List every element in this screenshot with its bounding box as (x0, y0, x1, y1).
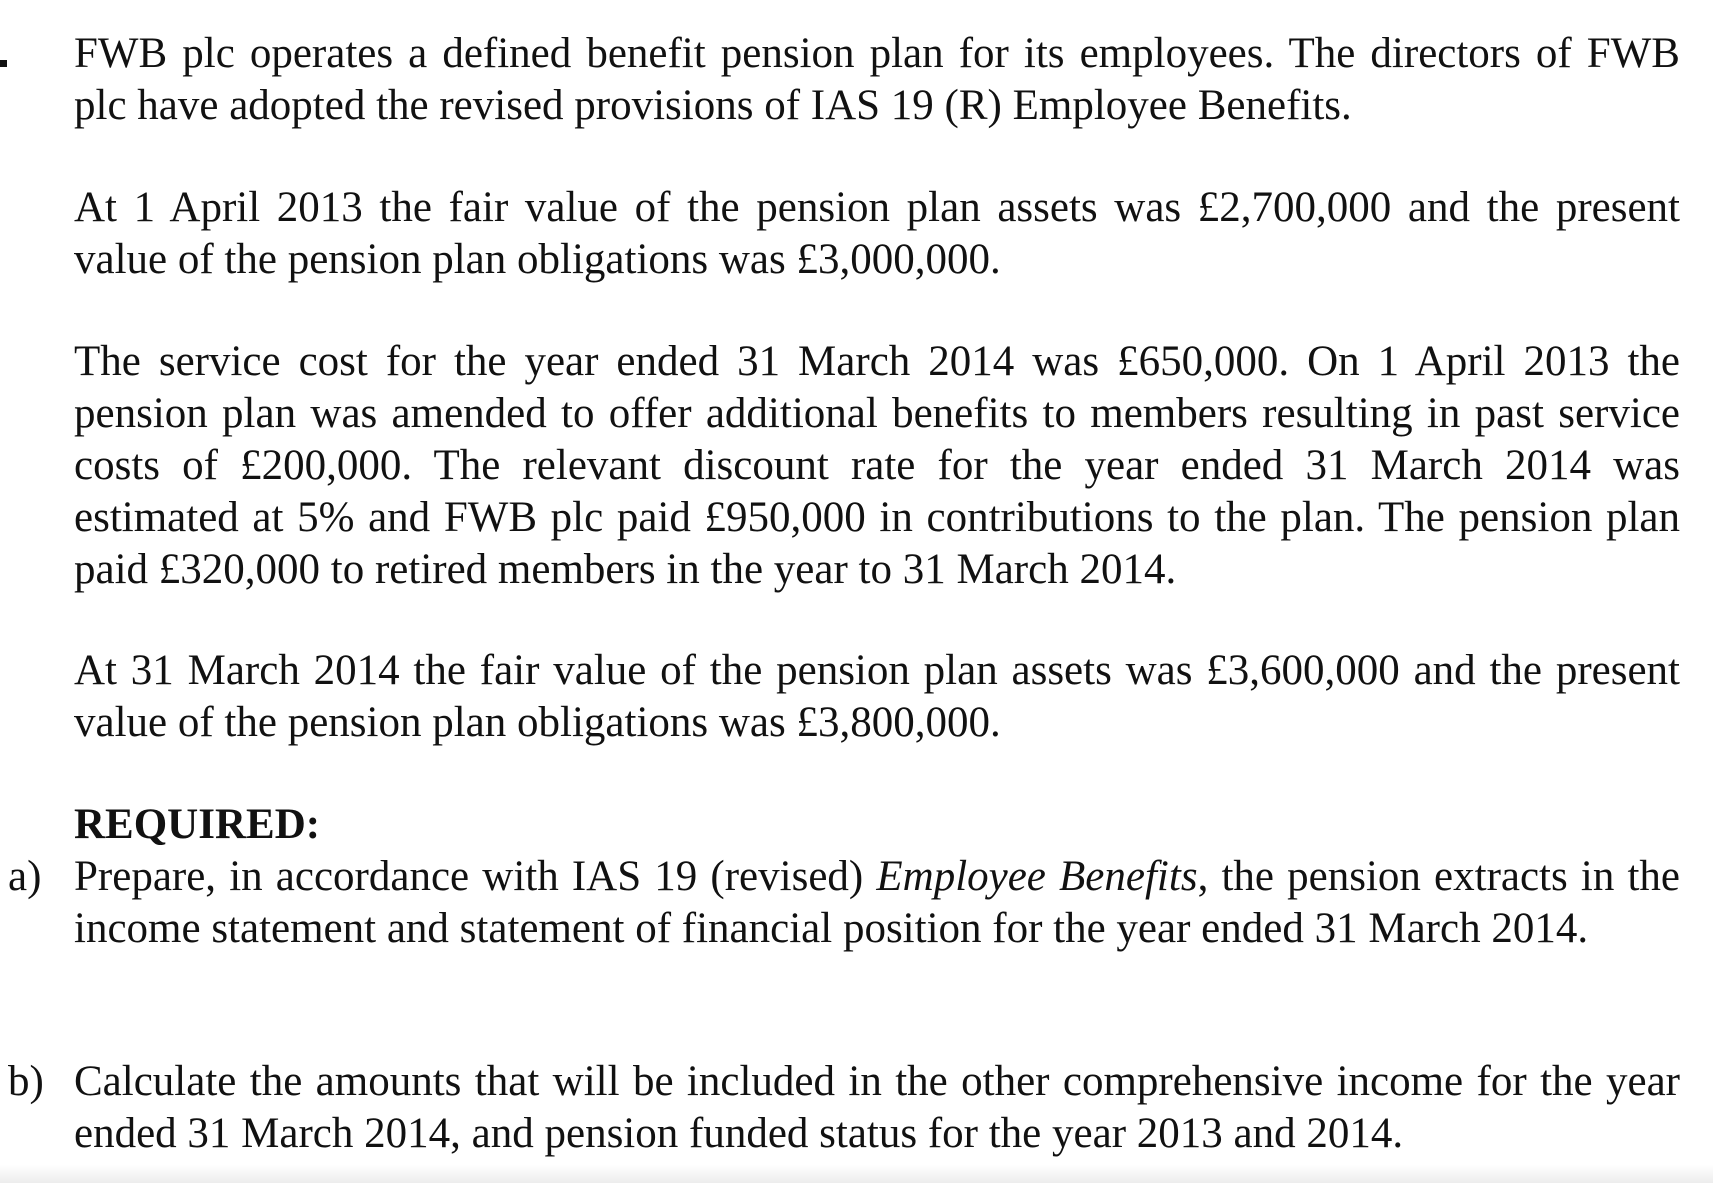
question-a-italic-title: Employee Benefits (876, 853, 1198, 900)
page-bottom-shadow (0, 1165, 1713, 1183)
question-b: Calculate the amounts that will be included in the other comprehensive income for the year ended 31 March 2014, and pension funded status for the year 2013 and 2014. (74, 1058, 1680, 1157)
question-a (74, 851, 1680, 955)
question-a-label: a) (8, 853, 42, 900)
required-heading: REQUIRED: (74, 801, 321, 848)
bullet-marker (0, 60, 7, 67)
question-a-text-after: , the pension extracts in the income statement and statement of financial position for the year ended 31 March 2014. (74, 853, 1680, 952)
year-transactions-paragraph: The service cost for the year ended 31 March 2014 was £650,000. On 1 April 2013 the pension plan was amended to offer additional benefits to members resulting in past service costs of £200,000. The relevant discount rate for the year ended 31 March 2014 was estimated at 5% and FWB plc paid £950,000 in contributions to the plan. The pension plan paid £320,000 to retired members in the year to 31 March 2014. (74, 338, 1680, 593)
opening-balances-paragraph: At 1 April 2013 the fair value of the pension plan assets was £2,700,000 and the present value of the pension plan obligations was £3,000,000. (74, 184, 1680, 283)
closing-balances-paragraph: At 31 March 2014 the fair value of the pension plan assets was £3,600,000 and the present value of the pension plan obligations was £3,800,000. (74, 647, 1680, 746)
question-b-label: b) (8, 1058, 44, 1105)
question-a-text-before: Prepare, in accordance with IAS 19 (revised) (74, 853, 877, 900)
intro-paragraph: FWB plc operates a defined benefit pension plan for its employees. The directors of FWB plc have adopted the revised provisions of IAS 19 (R) Employee Benefits. (74, 30, 1680, 129)
